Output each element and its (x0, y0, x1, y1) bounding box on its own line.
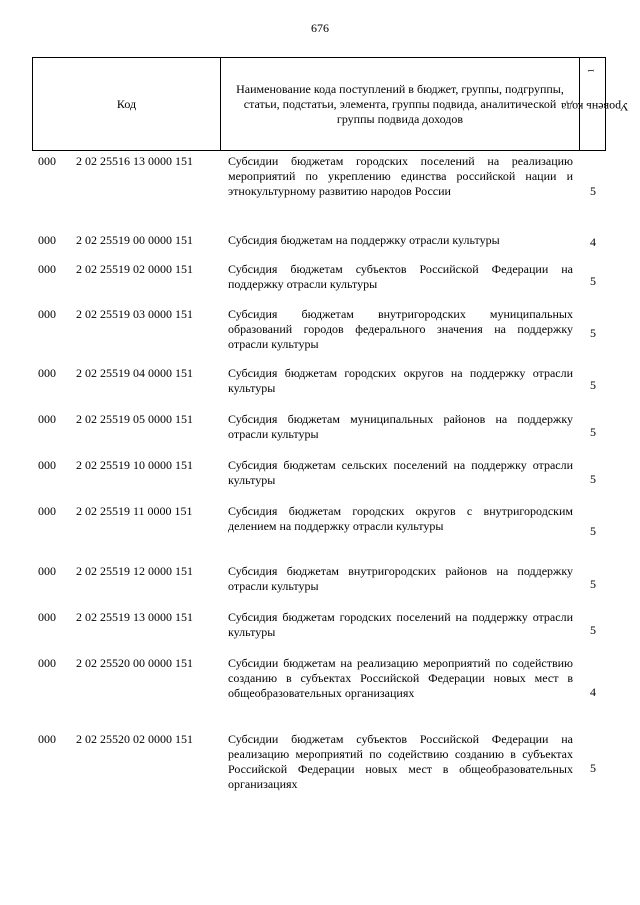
admin-code: 000 (38, 458, 56, 472)
code-level: 5 (590, 577, 596, 591)
revenue-code: 2 02 25519 12 0000 151 (76, 564, 193, 578)
revenue-name: Субсидии бюджетам субъектов Российской Федерации на реализацию мероприятий по содействию созданию в субъектах Российской Федерации новых мест в общеобразовательных организациях (228, 732, 573, 791)
revenue-name: Субсидия бюджетам внутригородских муниципальных образований городов федерального значения на поддержку отрасли культуры (228, 307, 573, 351)
revenue-name: Субсидия бюджетам муниципальных районов на поддержку отрасли культуры (228, 412, 573, 441)
code-level: 5 (590, 326, 596, 340)
admin-code: 000 (38, 656, 56, 670)
header-level (560, 58, 629, 150)
header-name: Наименование кода поступлений в бюджет, группы, подгруппы, статьи, подстатьи, элемента, группы подвида, аналитической группы подвида доходов (221, 58, 580, 150)
admin-code: 000 (38, 233, 56, 247)
revenue-name: Субсидия бюджетам внутригородских районов на поддержку отрасли культуры (228, 564, 573, 593)
revenue-name: Субсидия бюджетам городских округов на поддержку отрасли культуры (228, 366, 573, 395)
revenue-code: 2 02 25519 13 0000 151 (76, 610, 193, 624)
revenue-code: 2 02 25520 00 0000 151 (76, 656, 193, 670)
code-level: 5 (590, 623, 596, 637)
revenue-code: 2 02 25519 04 0000 151 (76, 366, 193, 380)
header-code: Код (33, 58, 221, 150)
code-level: 5 (590, 184, 596, 198)
admin-code: 000 (38, 732, 56, 746)
code-level: 5 (590, 524, 596, 538)
code-level: 5 (590, 378, 596, 392)
page-number: 676 (311, 21, 329, 35)
revenue-code: 2 02 25520 02 0000 151 (76, 732, 193, 746)
revenue-name: Субсидия бюджетам городских округов с внутригородским делением на поддержку отрасли культуры (228, 504, 573, 533)
header-level-text: Уровень кода (560, 99, 629, 114)
code-level: 5 (590, 472, 596, 486)
revenue-name: Субсидии бюджетам городских поселений на реализацию мероприятий по укреплению единства российской нации и этнокультурному развитию народов России (228, 154, 573, 198)
code-level: 4 (590, 235, 596, 249)
header-level-footnote: 1 (586, 68, 596, 73)
admin-code: 000 (38, 564, 56, 578)
code-level: 5 (590, 425, 596, 439)
revenue-code: 2 02 25519 11 0000 151 (76, 504, 193, 518)
admin-code: 000 (38, 154, 56, 168)
admin-code: 000 (38, 412, 56, 426)
admin-code: 000 (38, 504, 56, 518)
revenue-code: 2 02 25519 10 0000 151 (76, 458, 193, 472)
code-level: 5 (590, 761, 596, 775)
admin-code: 000 (38, 262, 56, 276)
admin-code: 000 (38, 366, 56, 380)
revenue-name: Субсидия бюджетам сельских поселений на поддержку отрасли культуры (228, 458, 573, 487)
revenue-code: 2 02 25519 00 0000 151 (76, 233, 193, 247)
revenue-name: Субсидия бюджетам на поддержку отрасли культуры (228, 233, 500, 247)
revenue-code: 2 02 25519 02 0000 151 (76, 262, 193, 276)
code-level: 4 (590, 685, 596, 699)
admin-code: 000 (38, 610, 56, 624)
revenue-code: 2 02 25519 03 0000 151 (76, 307, 193, 321)
code-level: 5 (590, 274, 596, 288)
revenue-code: 2 02 25519 05 0000 151 (76, 412, 193, 426)
revenue-name: Субсидия бюджетам субъектов Российской Федерации на поддержку отрасли культуры (228, 262, 573, 291)
header-level-label (560, 68, 629, 140)
revenue-name: Субсидия бюджетам городских поселений на поддержку отрасли культуры (228, 610, 573, 639)
revenue-code: 2 02 25516 13 0000 151 (76, 154, 193, 168)
admin-code: 000 (38, 307, 56, 321)
table-header (32, 57, 629, 151)
revenue-name: Субсидии бюджетам на реализацию мероприятий по содействию созданию в субъектах Российской Федерации новых мест в общеобразовательных организациях (228, 656, 573, 700)
